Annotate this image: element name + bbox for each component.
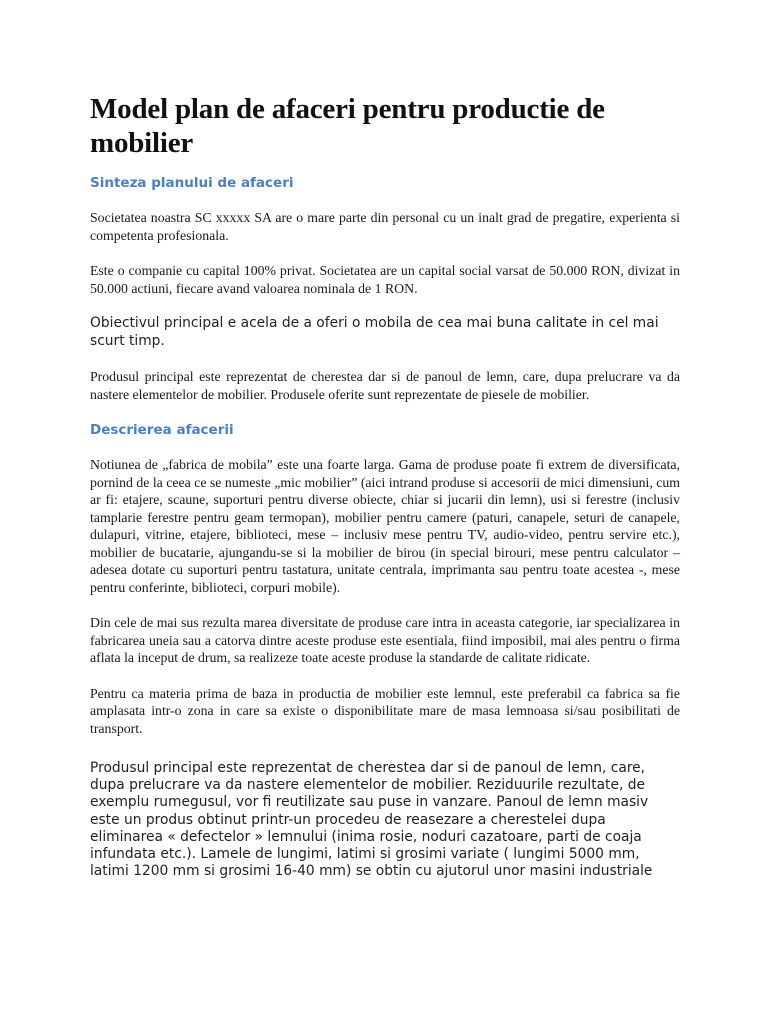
- paragraph-staff: Societatea noastra SC xxxxx SA are o mare parte din personal cu un inalt grad de pregatire, experienta si competenta profesionala.: [90, 210, 680, 243]
- paragraph-diversity: Din cele de mai sus rezulta marea diversitate de produse care intra in aceasta categorie, iar specializarea in fabricarea uneia sau a catorva dintre aceste produse este esentiala, fiind imposibil, mai ales pentru o firma aflata la inceput de drum, sa realizeze toate aceste produse la standarde de calitate ridicate.: [90, 615, 680, 665]
- paragraph-furniture-factory: Notiunea de „fabrica de mobila” este una foarte larga. Gama de produse poate fi extrem de diversificata, pornind de la ceea ce se numeste „mic mobilier” (aici intrand produse si accesorii de mici dimensiuni, cum ar fi: etajere, scaune, suporturi pentru diverse obiecte, chiar si jucarii din lemn), usi si ferestre (inclusiv tamplarie ferestre pentru geam termopan), mobilier pentru camere (paturi, canapele, seturi de canapele, dulapuri, vitrine, etajere, biblioteci, mese – inclusiv mese pentru TV, audio-video, pentru servire etc.), mobilier de bucatarie, ajungandu-se si la mobilier de birou (in special birouri, mese pentru calculator – adesea dotate cu suporturi pentru tastatura, unitate centrala, imprimanta sau pentru toate acestea -, mese pentru conferinte, biblioteci, corpuri mobile).: [90, 457, 680, 595]
- page-title: Model plan de afaceri pentru productie de mobilier: [90, 93, 605, 159]
- paragraph-objective: Obiectivul principal e acela de a oferi o mobila de cea mai buna calitate in cel mai scurt timp.: [90, 315, 659, 349]
- paragraph-main-product: Produsul principal este reprezentat de cherestea dar si de panoul de lemn, care, dupa prelucrare va da nastere elementelor de mobilier. Produsele oferite sunt reprezentate de piesele de mobilier.: [90, 369, 680, 402]
- section-heading-description: Descrierea afacerii: [90, 422, 234, 438]
- paragraph-raw-material: Pentru ca materia prima de baza in productia de mobilier este lemnul, este preferabil ca fabrica sa fie amplasata intr-o zona in care sa existe o disponibilitate mare de masa lemnoasa si/sau posibilitati de transport.: [90, 685, 680, 736]
- section-heading-summary: Sinteza planului de afaceri: [90, 175, 294, 191]
- paragraph-wood-panel: Produsul principal este reprezentat de cherestea dar si de panoul de lemn, care, dupa prelucrare va da nastere elementelor de mobilier. Reziduurile rezultate, de exemplu rumegusul, vor fi reutilizate sau puse in vanzare. Panoul de lemn masiv este un produs obtinut printr-un procedeu de reasezare a cherestelei dupa eliminarea « defectelor » lemnului (inima rosie, noduri cazatoare, parti de coaja infundata etc.). Lamele de lungimi, latimi si grosimi variate ( lungimi 5000 mm, latimi 1200 mm si grosimi 16-40 mm) se obtin cu ajutorul unor masini industriale: [90, 760, 653, 880]
- paragraph-capital: Este o companie cu capital 100% privat. Societatea are un capital social varsat de 50.000 RON, divizat in 50.000 actiuni, fiecare avand valoarea nominala de 1 RON.: [90, 263, 680, 296]
